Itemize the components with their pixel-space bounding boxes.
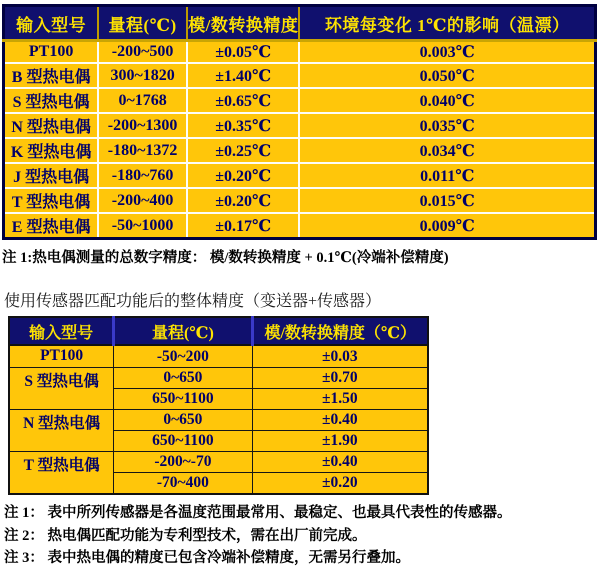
cell-temp-drift: 0.011℃ — [299, 163, 595, 188]
cell-temp-drift: 0.015℃ — [299, 188, 595, 213]
cell-input-model: B 型热电偶 — [4, 63, 99, 88]
cell-temp-drift: 0.050℃ — [299, 63, 595, 88]
table-row — [4, 88, 596, 113]
cell-ad-accuracy: ±0.20 — [252, 473, 428, 495]
table1-body — [4, 41, 596, 239]
cell-ad-accuracy: ±0.25℃ — [187, 138, 299, 163]
page — [0, 4, 600, 570]
cell-ad-accuracy: ±0.65℃ — [187, 88, 299, 113]
cell-range: -200~500 — [98, 41, 187, 64]
table1-header — [4, 6, 596, 41]
cell-temp-drift: 0.009℃ — [299, 213, 595, 239]
cell-input-model: T 型热电偶 — [4, 188, 99, 213]
table1-note: 注 1:热电偶测量的总数字精度： 模/数转换精度 + 0.1℃(冷端补偿精度) — [2, 250, 449, 266]
col-header-temp-drift: 环境每变化 1℃的影响（温漂） — [299, 6, 595, 41]
cell-input-model: T 型热电偶 — [9, 452, 114, 495]
col-header-range: 量程(℃) — [98, 6, 187, 41]
footnote-2: 注 2： 热电偶匹配功能为专利型技术，需在出厂前完成。 — [4, 527, 367, 544]
cell-input-model: PT100 — [4, 41, 99, 64]
cell-temp-drift: 0.035℃ — [299, 113, 595, 138]
cell-ad-accuracy: ±0.70 — [252, 368, 428, 389]
cell-input-model: N 型热电偶 — [4, 113, 99, 138]
cell-ad-accuracy: ±1.50 — [252, 389, 428, 410]
table-row — [4, 163, 596, 188]
cell-range: -200~400 — [98, 188, 187, 213]
cell-range: 0~650 — [114, 410, 252, 431]
cell-range: 650~1100 — [114, 431, 252, 452]
col-header-ad-accuracy: 模/数转换精度（℃） — [252, 317, 428, 345]
section2-title: 使用传感器匹配功能后的整体精度（变送器+传感器） — [4, 293, 382, 310]
cell-ad-accuracy: ±1.40℃ — [187, 63, 299, 88]
cell-ad-accuracy: ±0.20℃ — [187, 163, 299, 188]
table-row — [4, 138, 596, 163]
cell-input-model: J 型热电偶 — [4, 163, 99, 188]
cell-input-model: S 型热电偶 — [4, 88, 99, 113]
cell-range: 300~1820 — [98, 63, 187, 88]
cell-ad-accuracy: ±0.20℃ — [187, 188, 299, 213]
cell-range: 0~650 — [114, 368, 252, 389]
table-row — [4, 41, 596, 64]
table-row — [4, 188, 596, 213]
footnotes — [4, 502, 600, 570]
cell-range: -200~-70 — [114, 452, 252, 473]
header-row — [4, 6, 596, 41]
cell-range: -50~1000 — [98, 213, 187, 239]
cell-input-model: K 型热电偶 — [4, 138, 99, 163]
col-header-input-model: 输入型号 — [9, 317, 114, 345]
cell-range: 650~1100 — [114, 389, 252, 410]
cell-range: -200~1300 — [98, 113, 187, 138]
table2-body — [9, 345, 428, 494]
cell-ad-accuracy: ±1.90 — [252, 431, 428, 452]
cell-input-model: N 型热电偶 — [9, 410, 114, 452]
col-header-range: 量程(℃) — [114, 317, 252, 345]
cell-ad-accuracy: ±0.40 — [252, 410, 428, 431]
cell-ad-accuracy: ±0.35℃ — [187, 113, 299, 138]
header-row — [9, 317, 428, 345]
cell-ad-accuracy: ±0.05℃ — [187, 41, 299, 64]
table-row — [9, 452, 428, 473]
matched-accuracy-table — [8, 316, 429, 495]
table-row — [4, 63, 596, 88]
cell-range: -180~1372 — [98, 138, 187, 163]
cell-range: -180~760 — [98, 163, 187, 188]
cell-temp-drift: 0.034℃ — [299, 138, 595, 163]
cell-range: 0~1768 — [98, 88, 187, 113]
cell-temp-drift: 0.003℃ — [299, 41, 595, 64]
cell-ad-accuracy: ±0.17℃ — [187, 213, 299, 239]
col-header-input-model: 输入型号 — [4, 6, 99, 41]
footnote-1: 注 1： 表中所列传感器是各温度范围最常用、最稳定、也最具代表性的传感器。 — [4, 505, 512, 521]
sensor-accuracy-table — [2, 4, 597, 240]
table2-header — [9, 317, 428, 345]
table-row — [4, 113, 596, 138]
cell-input-model: PT100 — [9, 345, 114, 368]
cell-range: -50~200 — [114, 345, 252, 368]
cell-input-model: S 型热电偶 — [9, 368, 114, 410]
footnote-3: 注 3： 表中热电偶的精度已包含冷端补偿精度，无需另行叠加。 — [4, 550, 410, 566]
table-row — [4, 213, 596, 239]
col-header-ad-accuracy: 模/数转换精度 — [187, 6, 299, 41]
table-row — [9, 345, 428, 368]
cell-ad-accuracy: ±0.40 — [252, 452, 428, 473]
cell-ad-accuracy: ±0.03 — [252, 345, 428, 368]
table-row — [9, 368, 428, 389]
cell-range: -70~400 — [114, 473, 252, 495]
cell-temp-drift: 0.040℃ — [299, 88, 595, 113]
cell-input-model: E 型热电偶 — [4, 213, 99, 239]
table-row — [9, 410, 428, 431]
